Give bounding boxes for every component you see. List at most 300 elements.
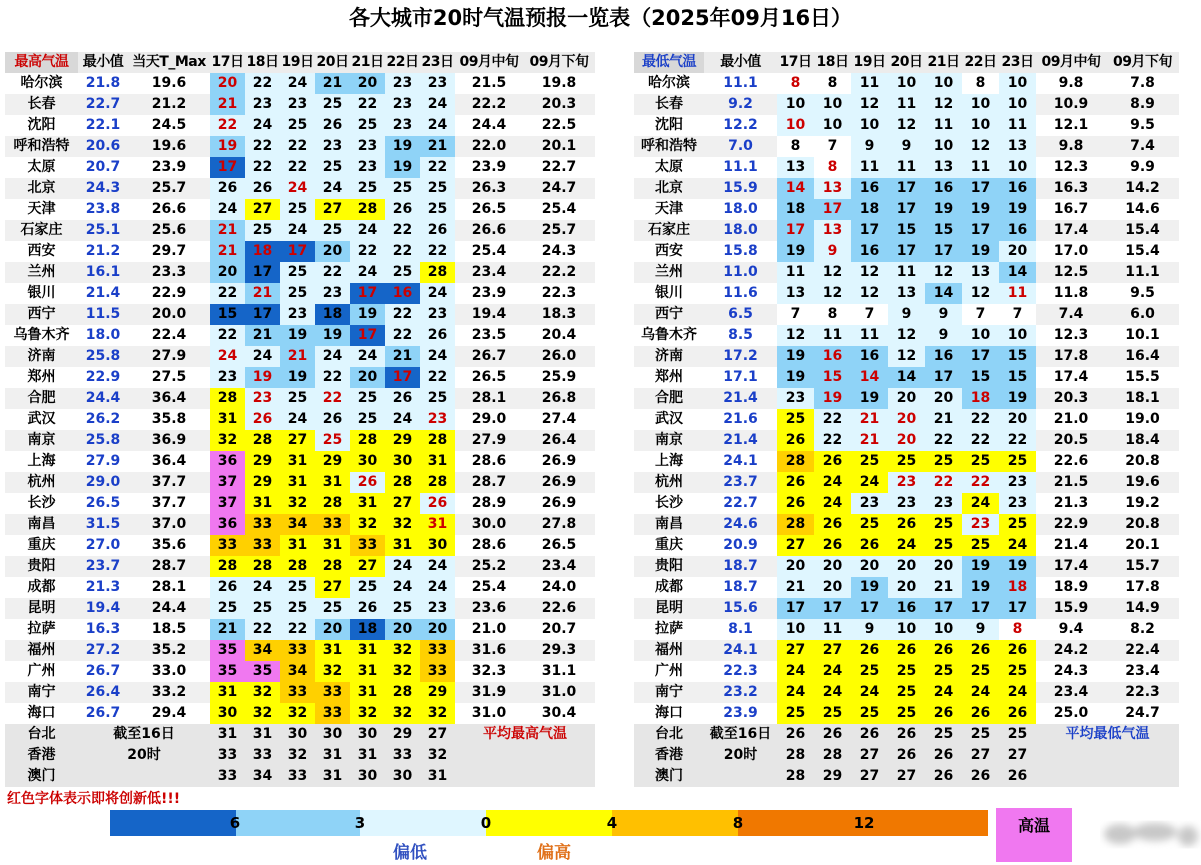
day-value: 25: [925, 724, 962, 745]
day-value: 31: [315, 640, 350, 661]
city-name: 西宁: [5, 304, 78, 325]
day-value: 17: [888, 178, 925, 199]
legend-seg-higher: [486, 810, 612, 836]
day-value: 24: [350, 346, 385, 367]
min-value: 24.6: [704, 514, 777, 535]
day-value: 25: [385, 598, 420, 619]
city-name: 贵阳: [5, 556, 78, 577]
day-value: 23: [420, 409, 455, 430]
city-row: [634, 535, 1179, 556]
day-value: 11: [888, 262, 925, 283]
day-value: 17: [925, 598, 962, 619]
city-name: 济南: [5, 346, 78, 367]
city-row: [634, 199, 1179, 220]
today-max: 36.9: [128, 430, 210, 451]
day-value: 10: [814, 115, 851, 136]
day-value: 16: [385, 283, 420, 304]
city-name: 福州: [5, 640, 78, 661]
late-month-avg: 20.7: [523, 619, 595, 640]
day-value: 8: [999, 619, 1036, 640]
day-value: 29: [420, 682, 455, 703]
day-value: 20: [888, 430, 925, 451]
mid-month-avg: 23.6: [455, 598, 523, 619]
header-row: [5, 52, 595, 73]
min-value: 17.1: [704, 367, 777, 388]
day-value: 9: [888, 304, 925, 325]
city-row: [5, 409, 595, 430]
day-value: 34: [280, 661, 315, 682]
min-value: 20.6: [78, 136, 128, 157]
mid-month-avg: 12.3: [1036, 157, 1106, 178]
city-row: [634, 262, 1179, 283]
column-header: 当天T_Max: [128, 52, 210, 73]
day-value: 33: [245, 514, 280, 535]
day-value: 26: [851, 535, 888, 556]
column-header: 23日: [420, 52, 455, 73]
min-value: 22.3: [704, 661, 777, 682]
mid-month-avg: 26.3: [455, 178, 523, 199]
today-max: 27.9: [128, 346, 210, 367]
extra-city-row: [5, 745, 595, 766]
day-value: 22: [962, 430, 999, 451]
min-value: 26.4: [78, 682, 128, 703]
min-value: 24.3: [78, 178, 128, 199]
late-month-avg: 26.4: [523, 430, 595, 451]
city-name: 太原: [5, 157, 78, 178]
city-name: 武汉: [634, 409, 704, 430]
day-value: 22: [350, 241, 385, 262]
city-row: [5, 682, 595, 703]
day-value: 9: [925, 325, 962, 346]
today-max: 20.0: [128, 304, 210, 325]
city-row: [634, 661, 1179, 682]
city-name: 银川: [5, 283, 78, 304]
city-row: [5, 661, 595, 682]
day-value: 21: [280, 346, 315, 367]
day-value: 30: [385, 451, 420, 472]
city-name: 哈尔滨: [5, 73, 78, 94]
day-value: 20: [350, 73, 385, 94]
city-name: 澳门: [634, 766, 704, 787]
city-row: [5, 367, 595, 388]
day-value: 32: [385, 661, 420, 682]
day-value: 10: [962, 115, 999, 136]
day-value: 17: [777, 598, 814, 619]
day-value: 23: [420, 73, 455, 94]
mid-month-avg: 16.3: [1036, 178, 1106, 199]
day-value: 26: [350, 472, 385, 493]
day-value: 34: [280, 514, 315, 535]
day-value: 28: [814, 745, 851, 766]
min-value: 26.7: [78, 703, 128, 724]
legend-tick-12: 12: [853, 814, 875, 832]
day-value: 25: [888, 703, 925, 724]
day-value: 26: [888, 724, 925, 745]
city-name: 兰州: [634, 262, 704, 283]
mid-month-avg: 23.4: [455, 262, 523, 283]
late-month-avg: 20.8: [1106, 514, 1179, 535]
city-row: [5, 304, 595, 325]
average-label: [1036, 745, 1179, 766]
mid-month-avg: 23.9: [455, 283, 523, 304]
day-value: 10: [925, 73, 962, 94]
day-value: 25: [962, 661, 999, 682]
day-value: 33: [315, 514, 350, 535]
day-value: 20: [350, 367, 385, 388]
day-value: 28: [385, 472, 420, 493]
day-value: 13: [777, 157, 814, 178]
day-value: 22: [245, 157, 280, 178]
day-value: 12: [851, 262, 888, 283]
day-value: 15: [999, 346, 1036, 367]
day-value: 22: [210, 283, 245, 304]
day-value: 23: [315, 136, 350, 157]
day-value: 17: [245, 262, 280, 283]
late-month-avg: 8.2: [1106, 619, 1179, 640]
city-row: [5, 514, 595, 535]
day-value: 23: [777, 388, 814, 409]
day-value: 17: [385, 367, 420, 388]
day-value: 27: [777, 640, 814, 661]
day-value: 24: [245, 346, 280, 367]
day-value: 21: [420, 136, 455, 157]
today-max: 28.7: [128, 556, 210, 577]
day-value: 27: [888, 766, 925, 787]
day-value: 19: [999, 556, 1036, 577]
day-value: 25: [962, 451, 999, 472]
day-value: 18: [999, 577, 1036, 598]
day-value: 23: [925, 493, 962, 514]
day-value: 24: [777, 682, 814, 703]
day-value: 19: [925, 199, 962, 220]
day-value: 7: [999, 304, 1036, 325]
day-value: 20: [888, 388, 925, 409]
min-value: 12.2: [704, 115, 777, 136]
day-value: 16: [888, 598, 925, 619]
today-max: 37.0: [128, 514, 210, 535]
day-value: 26: [777, 493, 814, 514]
color-legend: [0, 808, 1201, 865]
day-value: 25: [280, 283, 315, 304]
mid-month-avg: 27.9: [455, 430, 523, 451]
late-month-avg: 26.5: [523, 535, 595, 556]
today-max: 37.7: [128, 493, 210, 514]
min-value: 23.7: [78, 556, 128, 577]
city-name: 西宁: [634, 304, 704, 325]
day-value: 33: [210, 535, 245, 556]
day-value: 33: [315, 682, 350, 703]
column-header: 21日: [925, 52, 962, 73]
city-row: [634, 451, 1179, 472]
mid-month-avg: 17.4: [1036, 367, 1106, 388]
city-name: 澳门: [5, 766, 78, 787]
legend-tick-3: 3: [354, 814, 366, 832]
city-row: [634, 367, 1179, 388]
mid-month-avg: 24.2: [1036, 640, 1106, 661]
city-row: [5, 346, 595, 367]
day-value: 30: [385, 766, 420, 787]
day-value: 7: [962, 304, 999, 325]
day-value: 8: [814, 304, 851, 325]
day-value: 17: [962, 220, 999, 241]
day-value: 22: [962, 472, 999, 493]
day-value: 20: [385, 619, 420, 640]
average-label: 平均最高气温: [455, 724, 595, 745]
min-value: 18.0: [704, 199, 777, 220]
day-value: 10: [925, 619, 962, 640]
day-value: 11: [777, 262, 814, 283]
day-value: 14: [925, 283, 962, 304]
min-value: 24.4: [78, 388, 128, 409]
day-value: 29: [814, 766, 851, 787]
day-value: 25: [315, 157, 350, 178]
day-value: 22: [385, 304, 420, 325]
mid-month-avg: 21.5: [1036, 472, 1106, 493]
late-month-avg: 15.4: [1106, 220, 1179, 241]
city-row: [5, 388, 595, 409]
day-value: 12: [814, 262, 851, 283]
day-value: 16: [814, 346, 851, 367]
legend-label-hot: 高温: [1017, 816, 1050, 835]
city-row: [5, 493, 595, 514]
mid-month-avg: 12.1: [1036, 115, 1106, 136]
extra-note: 截至16日: [704, 724, 777, 745]
day-value: 20: [315, 241, 350, 262]
min-value: 9.2: [704, 94, 777, 115]
city-name: 银川: [634, 283, 704, 304]
day-value: 12: [962, 136, 999, 157]
day-value: 7: [814, 136, 851, 157]
late-month-avg: 8.9: [1106, 94, 1179, 115]
city-row: [5, 535, 595, 556]
day-value: 24: [315, 178, 350, 199]
day-value: 18: [851, 199, 888, 220]
late-month-avg: 23.4: [1106, 661, 1179, 682]
day-value: 21: [210, 619, 245, 640]
city-row: [5, 430, 595, 451]
day-value: 20: [210, 73, 245, 94]
city-row: [634, 283, 1179, 304]
day-value: 24: [999, 535, 1036, 556]
day-value: 24: [280, 73, 315, 94]
city-row: [5, 640, 595, 661]
day-value: 26: [777, 430, 814, 451]
day-value: 29: [245, 451, 280, 472]
city-name: 呼和浩特: [634, 136, 704, 157]
day-value: 33: [420, 640, 455, 661]
mid-month-avg: 32.3: [455, 661, 523, 682]
city-name: 郑州: [634, 367, 704, 388]
day-value: 22: [210, 115, 245, 136]
min-value: 21.4: [78, 283, 128, 304]
late-month-avg: 22.5: [523, 115, 595, 136]
day-value: 24: [315, 346, 350, 367]
mid-month-avg: 9.4: [1036, 619, 1106, 640]
day-value: 15: [962, 367, 999, 388]
day-value: 11: [851, 157, 888, 178]
day-value: 18: [962, 388, 999, 409]
day-value: 26: [888, 640, 925, 661]
day-value: 25: [350, 409, 385, 430]
city-name: 长春: [5, 94, 78, 115]
day-value: 22: [385, 241, 420, 262]
day-value: 25: [851, 451, 888, 472]
min-value: 7.0: [704, 136, 777, 157]
late-month-avg: 26.0: [523, 346, 595, 367]
min-value: 21.8: [78, 73, 128, 94]
day-value: 21: [851, 430, 888, 451]
day-value: 20: [777, 556, 814, 577]
day-value: 25: [385, 178, 420, 199]
min-value: 6.5: [704, 304, 777, 325]
legend-seg-much-higher: [612, 810, 738, 836]
day-value: 32: [245, 682, 280, 703]
late-month-avg: 26.9: [523, 493, 595, 514]
city-name: 香港: [5, 745, 78, 766]
day-value: 21: [210, 94, 245, 115]
late-month-avg: 15.7: [1106, 556, 1179, 577]
mid-month-avg: 26.5: [455, 367, 523, 388]
city-row: [5, 157, 595, 178]
min-value: 11.6: [704, 283, 777, 304]
city-row: [634, 94, 1179, 115]
day-value: 24: [925, 682, 962, 703]
city-row: [634, 514, 1179, 535]
watermark-blur: [1100, 812, 1201, 862]
day-value: 26: [777, 472, 814, 493]
min-value: 26.5: [78, 493, 128, 514]
min-value: 11.1: [704, 73, 777, 94]
day-value: 13: [814, 178, 851, 199]
day-value: 32: [420, 703, 455, 724]
day-value: 11: [851, 73, 888, 94]
day-value: 29: [245, 472, 280, 493]
today-max: 23.3: [128, 262, 210, 283]
day-value: 16: [925, 178, 962, 199]
day-value: 31: [280, 535, 315, 556]
late-month-avg: 11.1: [1106, 262, 1179, 283]
column-header: 18日: [245, 52, 280, 73]
day-value: 16: [851, 178, 888, 199]
mid-month-avg: 22.6: [1036, 451, 1106, 472]
today-max: 18.5: [128, 619, 210, 640]
mid-month-avg: 20.5: [1036, 430, 1106, 451]
min-value: 23.9: [704, 703, 777, 724]
late-month-avg: 22.4: [1106, 640, 1179, 661]
day-value: 28: [280, 556, 315, 577]
city-row: [5, 178, 595, 199]
city-row: [634, 619, 1179, 640]
column-header: 20日: [888, 52, 925, 73]
day-value: 31: [385, 535, 420, 556]
city-row: [5, 136, 595, 157]
column-header: 最小值: [704, 52, 777, 73]
mid-month-avg: 24.3: [1036, 661, 1106, 682]
day-value: 22: [245, 73, 280, 94]
city-name: 合肥: [634, 388, 704, 409]
day-value: 28: [245, 430, 280, 451]
city-name: 台北: [634, 724, 704, 745]
day-value: 10: [851, 115, 888, 136]
day-value: 24: [814, 472, 851, 493]
day-value: 26: [962, 703, 999, 724]
day-value: 28: [210, 388, 245, 409]
today-max: 33.0: [128, 661, 210, 682]
day-value: 19: [851, 388, 888, 409]
mid-month-avg: 17.8: [1036, 346, 1106, 367]
day-value: 31: [350, 493, 385, 514]
day-value: 25: [280, 199, 315, 220]
mid-month-avg: 11.8: [1036, 283, 1106, 304]
day-value: 24: [385, 556, 420, 577]
today-max: 36.4: [128, 388, 210, 409]
today-max: 22.4: [128, 325, 210, 346]
day-value: 28: [777, 514, 814, 535]
today-max: 25.7: [128, 178, 210, 199]
legend-tick-4: 4: [606, 814, 618, 832]
day-value: 16: [851, 241, 888, 262]
mid-month-avg: 28.9: [455, 493, 523, 514]
day-value: 21: [777, 577, 814, 598]
day-value: 28: [420, 430, 455, 451]
day-value: 21: [315, 73, 350, 94]
day-value: 25: [888, 661, 925, 682]
day-value: 31: [245, 493, 280, 514]
day-value: 26: [999, 703, 1036, 724]
city-row: [634, 472, 1179, 493]
day-value: 22: [210, 325, 245, 346]
city-row: [5, 220, 595, 241]
day-value: 32: [385, 514, 420, 535]
column-header: 09月中旬: [455, 52, 523, 73]
late-month-avg: 25.9: [523, 367, 595, 388]
day-value: 32: [350, 703, 385, 724]
column-header: 23日: [999, 52, 1036, 73]
mid-month-avg: 31.6: [455, 640, 523, 661]
day-value: 19: [350, 304, 385, 325]
city-row: [5, 598, 595, 619]
day-value: 35: [245, 661, 280, 682]
min-value: 11.5: [78, 304, 128, 325]
day-value: 30: [350, 451, 385, 472]
city-name: 台北: [5, 724, 78, 745]
day-value: 24: [962, 682, 999, 703]
day-value: 20: [925, 556, 962, 577]
day-value: 12: [888, 346, 925, 367]
min-value: 18.0: [78, 325, 128, 346]
day-value: 24: [851, 682, 888, 703]
day-value: 21: [925, 577, 962, 598]
day-value: 11: [888, 94, 925, 115]
day-value: 10: [999, 157, 1036, 178]
late-month-avg: 18.3: [523, 304, 595, 325]
day-value: 12: [851, 94, 888, 115]
day-value: 19: [385, 136, 420, 157]
day-value: 9: [851, 136, 888, 157]
day-value: 25: [925, 661, 962, 682]
day-value: 19: [962, 241, 999, 262]
late-month-avg: 22.2: [523, 262, 595, 283]
column-header: 09月下旬: [523, 52, 595, 73]
day-value: 15: [210, 304, 245, 325]
city-name: 北京: [5, 178, 78, 199]
day-value: 24: [420, 556, 455, 577]
min-value: 15.9: [704, 178, 777, 199]
day-value: 19: [777, 367, 814, 388]
day-value: 24: [777, 661, 814, 682]
city-row: [634, 136, 1179, 157]
day-value: 26: [210, 178, 245, 199]
